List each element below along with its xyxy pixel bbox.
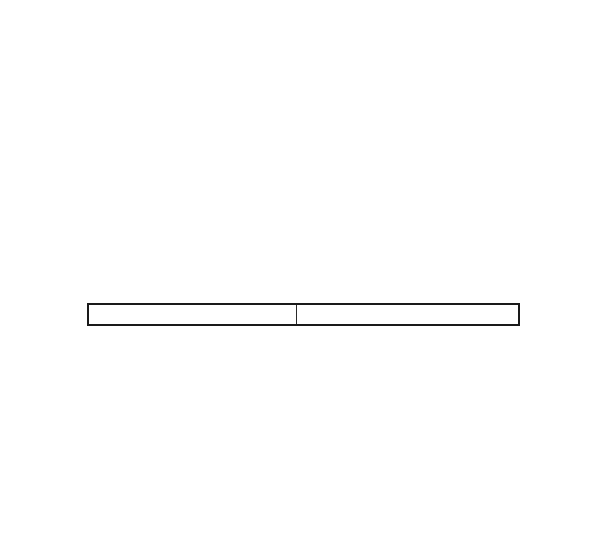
fan-population-table bbox=[87, 303, 520, 326]
table-header-row bbox=[88, 304, 519, 325]
team-column-header bbox=[88, 304, 296, 325]
fan-count-column-header bbox=[296, 304, 519, 325]
figure5-title bbox=[0, 0, 540, 7]
fan-population-trend-chart bbox=[77, 21, 557, 275]
chart-legend bbox=[0, 275, 600, 287]
